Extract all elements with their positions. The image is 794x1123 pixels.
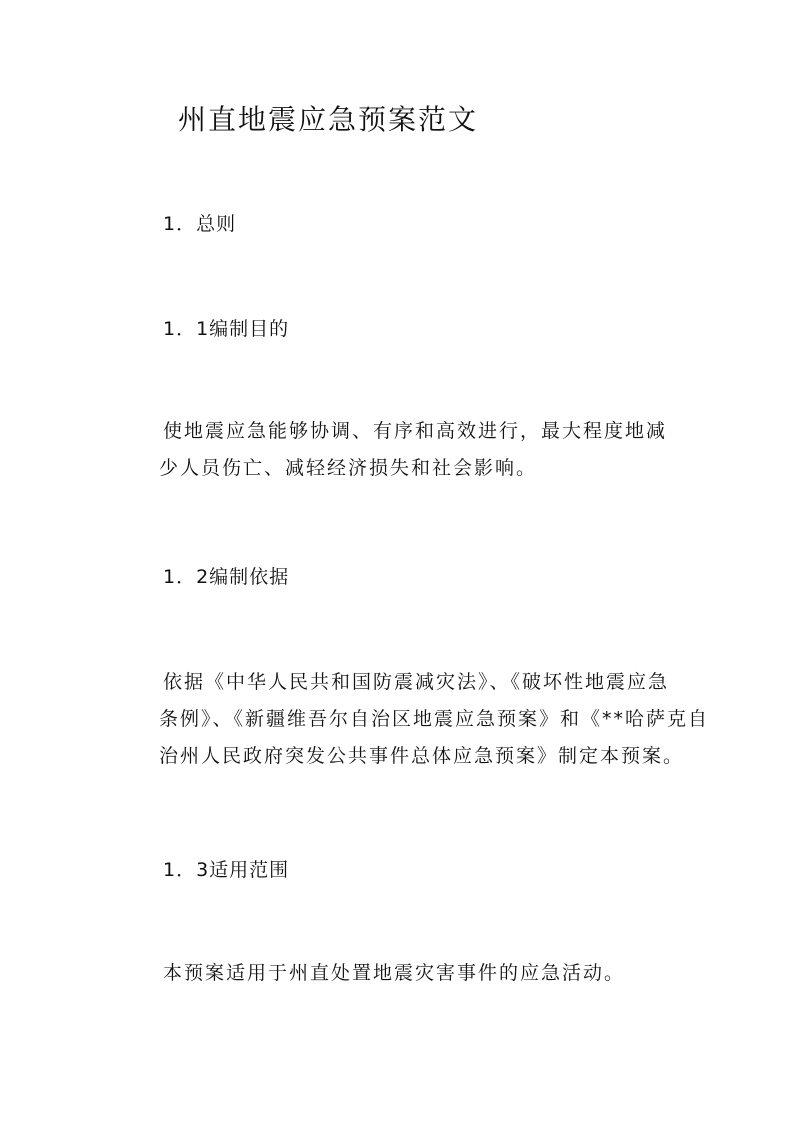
section-heading-general: 1．总则 — [163, 213, 237, 235]
paragraph-line: 治州人民政府突发公共事件总体应急预案》制定本预案。 — [159, 745, 685, 767]
section-heading-purpose: 1．1编制目的 — [163, 318, 290, 340]
paragraph-purpose — [159, 413, 683, 487]
paragraph-basis — [159, 664, 710, 775]
paragraph-line: 使地震应急能够协调、有序和高效进行，最大程度地减 — [163, 420, 668, 442]
paragraph-line: 少人员伤亡、减轻经济损失和社会影响。 — [159, 457, 538, 479]
paragraph-line: 依据《中华人民共和国防震减灾法》、《破坏性地震应急 — [163, 671, 670, 693]
section-heading-basis: 1．2编制依据 — [163, 566, 290, 588]
document-title: 州直地震应急预案范文 — [178, 103, 479, 136]
paragraph-line: 本预案适用于州直处置地震灾害事件的应急活动。 — [163, 962, 626, 984]
paragraph-line: 条例》、《新疆维吾尔自治区地震应急预案》和《**哈萨克自 — [159, 708, 710, 730]
paragraph-scope — [163, 955, 683, 992]
section-heading-scope: 1．3适用范围 — [163, 859, 290, 881]
